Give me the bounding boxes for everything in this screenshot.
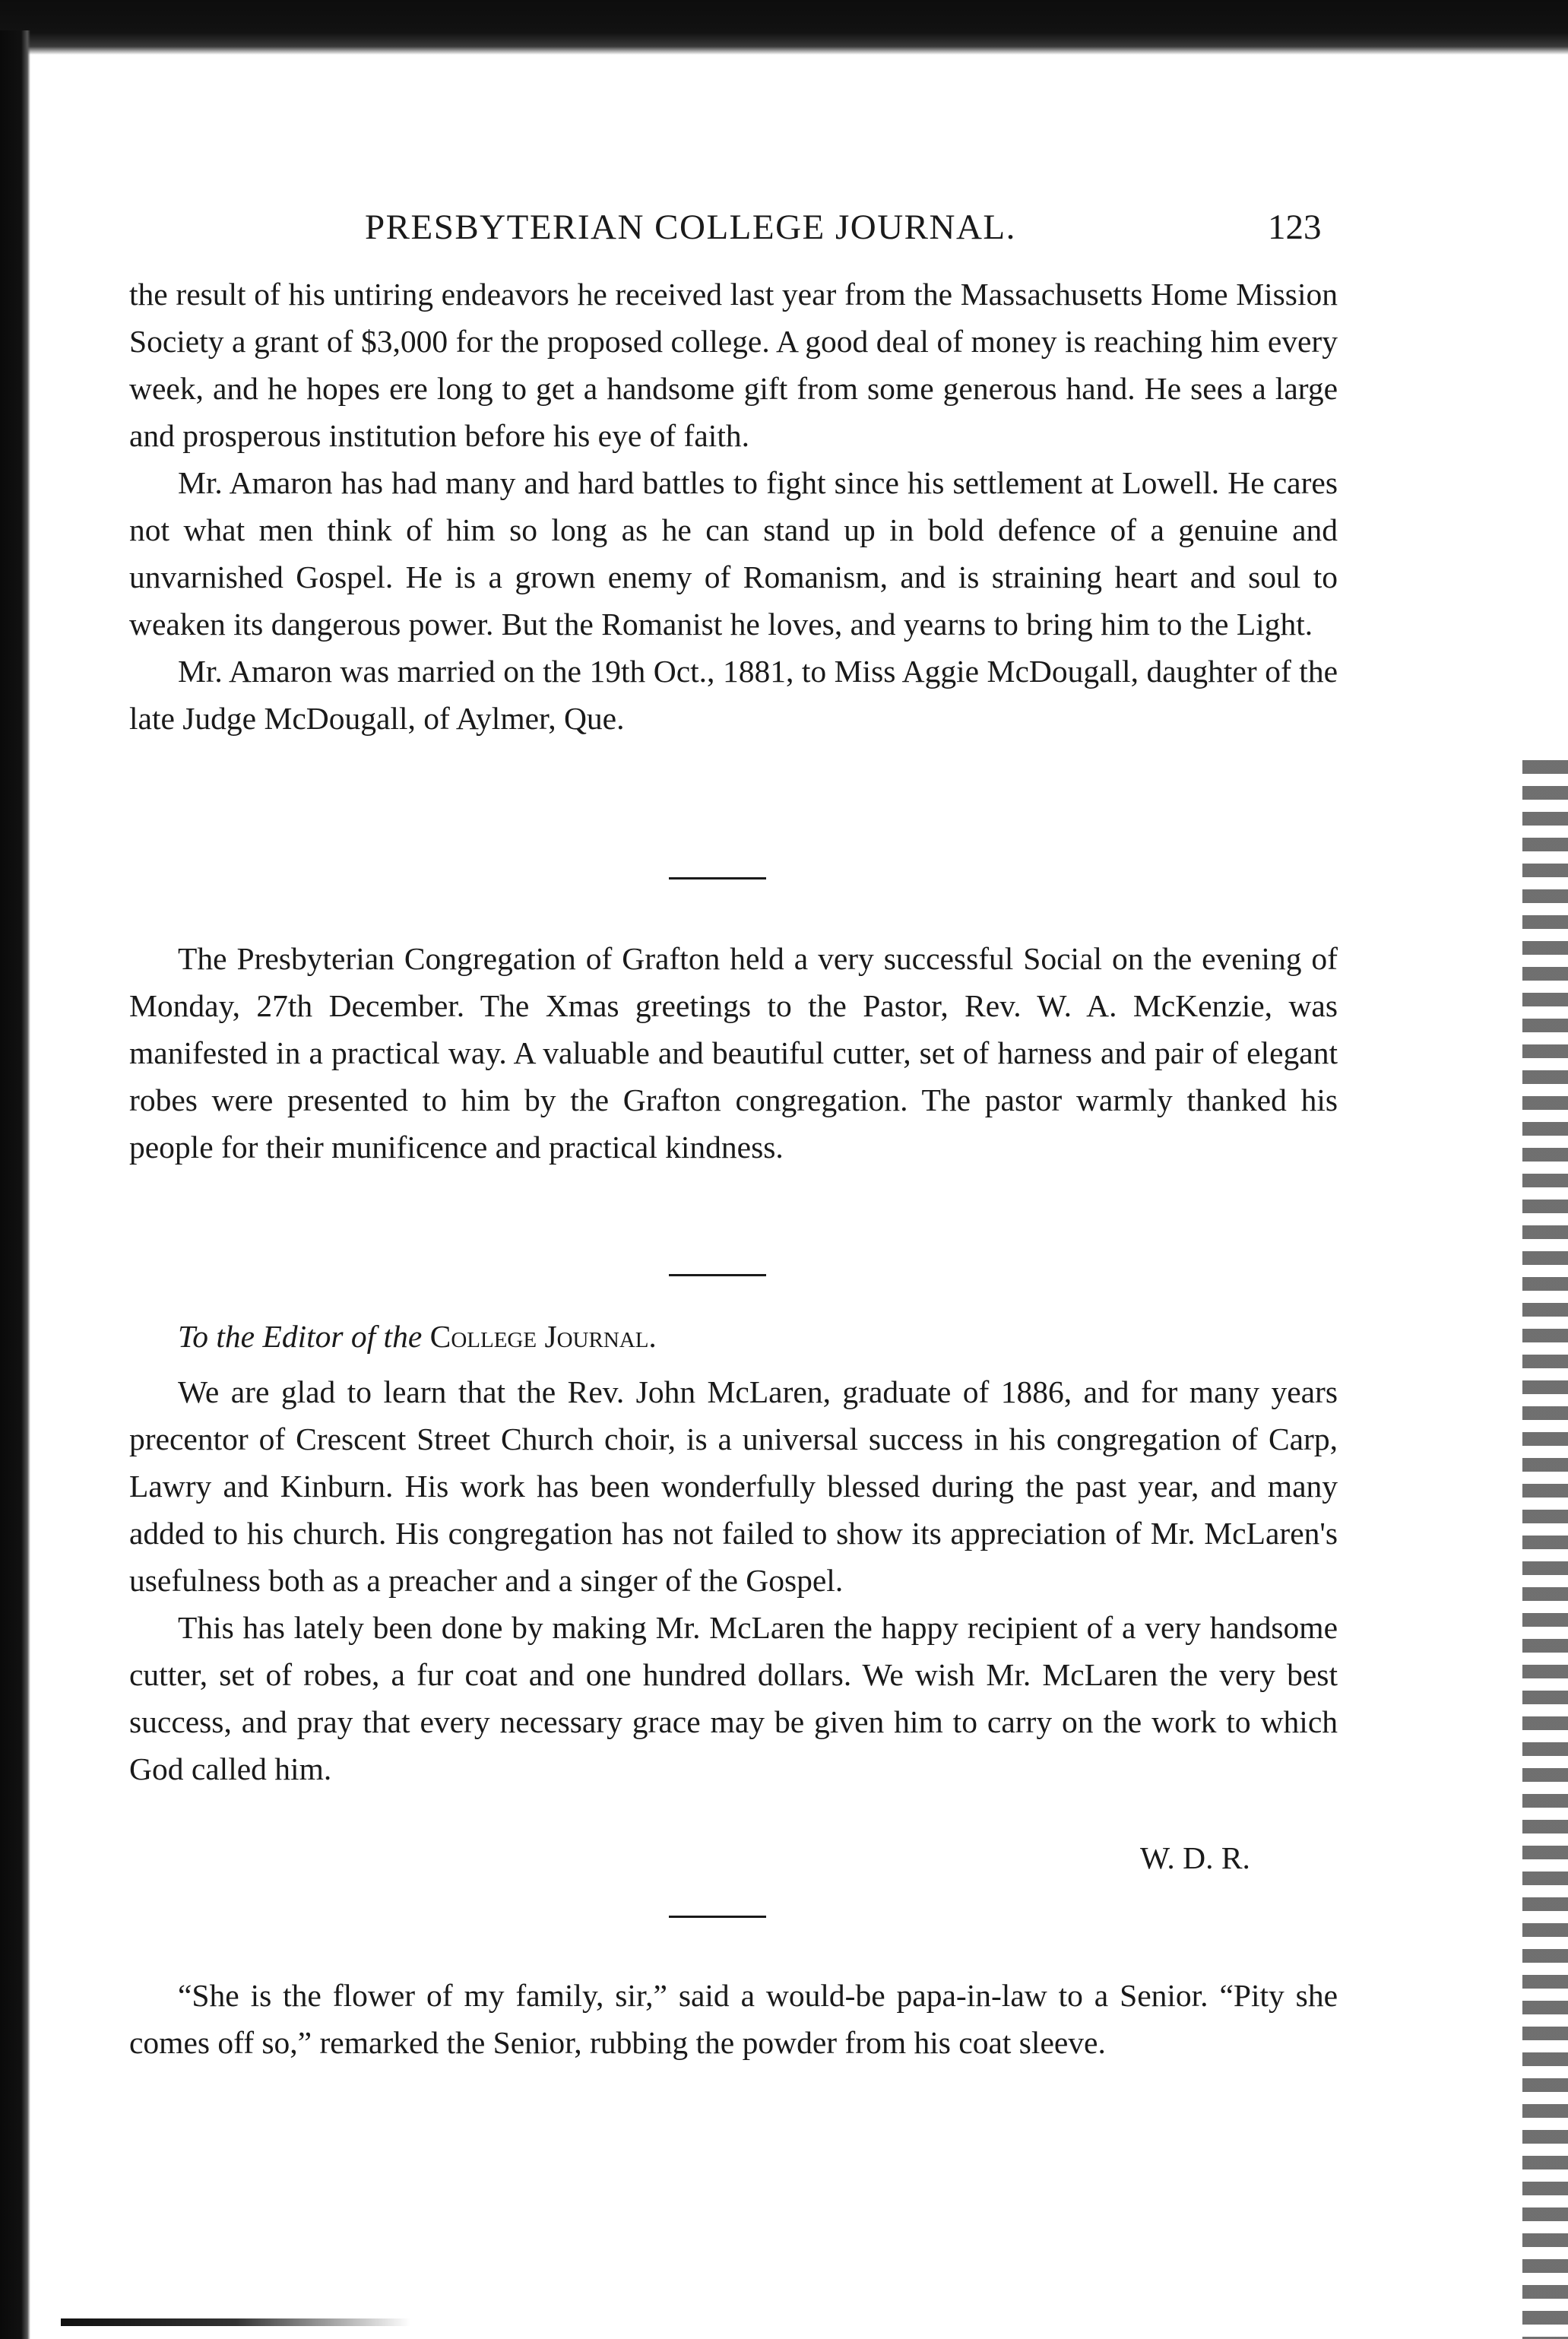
page-number: 123 bbox=[1268, 208, 1322, 247]
section-divider bbox=[669, 877, 766, 880]
letter-signature: W. D. R. bbox=[1140, 1840, 1250, 1875]
scan-left-edge bbox=[0, 30, 30, 2339]
running-head: PRESBYTERIAN COLLEGE JOURNAL. bbox=[365, 208, 1016, 247]
paragraph: The Presbyterian Congregation of Grafton held a very successful Social on the evening of Monday, 27th December. The Xmas greetings to the Pastor, Rev. W. A. McKenzie, was manifested in a practical way. A valuable and beautiful cutter, set of harness and pair of elegant robes were presented to him by the Grafton congregation. The pastor warmly thanked his people for their munificence and practical kindness. bbox=[129, 941, 1338, 1165]
paragraph: the result of his untiring endeavors he received last year from the Massachusetts Home Mission Society a grant of $3,000 for the proposed college. A good deal of money is reaching him every week, and he hopes ere long to get a handsome gift from some generous hand. He sees a large and prosperous institution before his eye of faith. bbox=[129, 277, 1338, 453]
article-amaron bbox=[129, 271, 1338, 742]
paragraph: Mr. Amaron was married on the 19th Oct., 1881, to Miss Aggie McDougall, daughter of the late Judge McDougall, of Aylmer, Que. bbox=[129, 654, 1338, 736]
paragraph: “She is the flower of my family, sir,” said a would-be papa-in-law to a Senior. “Pity she comes off so,” remarked the Senior, rubbing the powder from his coat sleeve. bbox=[129, 1978, 1338, 2060]
letter-salutation bbox=[178, 1318, 657, 1355]
scan-bottom-mark bbox=[61, 2318, 410, 2326]
article-mclaren bbox=[129, 1368, 1338, 1792]
salutation-caps: College Journal. bbox=[429, 1319, 657, 1354]
article-anecdote bbox=[129, 1972, 1338, 2066]
paragraph: This has lately been done by making Mr. McLaren the happy recipient of a very handsome cutter, set of robes, a fur coat and one hundred dollars. We wish Mr. McLaren the very best success, and pray that every necessary grace may be given him to carry on the work to which God called him. bbox=[129, 1610, 1338, 1786]
scan-top-edge bbox=[0, 0, 1568, 55]
section-divider bbox=[669, 1274, 766, 1276]
paragraph: We are glad to learn that the Rev. John McLaren, graduate of 1886, and for many years precentor of Crescent Street Church choir, is a universal success in his congregation of Carp, Lawry and Kinburn. His work has been wonderfully blessed during the past year, and many added to his church. His congregation has not failed to show its appreciation of Mr. McLaren's usefulness both as a preacher and a singer of the Gospel. bbox=[129, 1374, 1338, 1598]
paragraph: Mr. Amaron has had many and hard battles to fight since his settlement at Lowell. He cares not what men think of him so long as he can stand up in bold defence of a genuine and unvarnished Gospel. He is a grown enemy of Romanism, and is straining heart and soul to weaken its dangerous power. But the Romanist he loves, and yearns to bring him to the Light. bbox=[129, 465, 1338, 642]
article-grafton bbox=[129, 935, 1338, 1171]
section-divider bbox=[669, 1916, 766, 1918]
salutation-italic: To the Editor of the bbox=[178, 1319, 423, 1354]
scan-right-edge bbox=[1522, 760, 1568, 2339]
